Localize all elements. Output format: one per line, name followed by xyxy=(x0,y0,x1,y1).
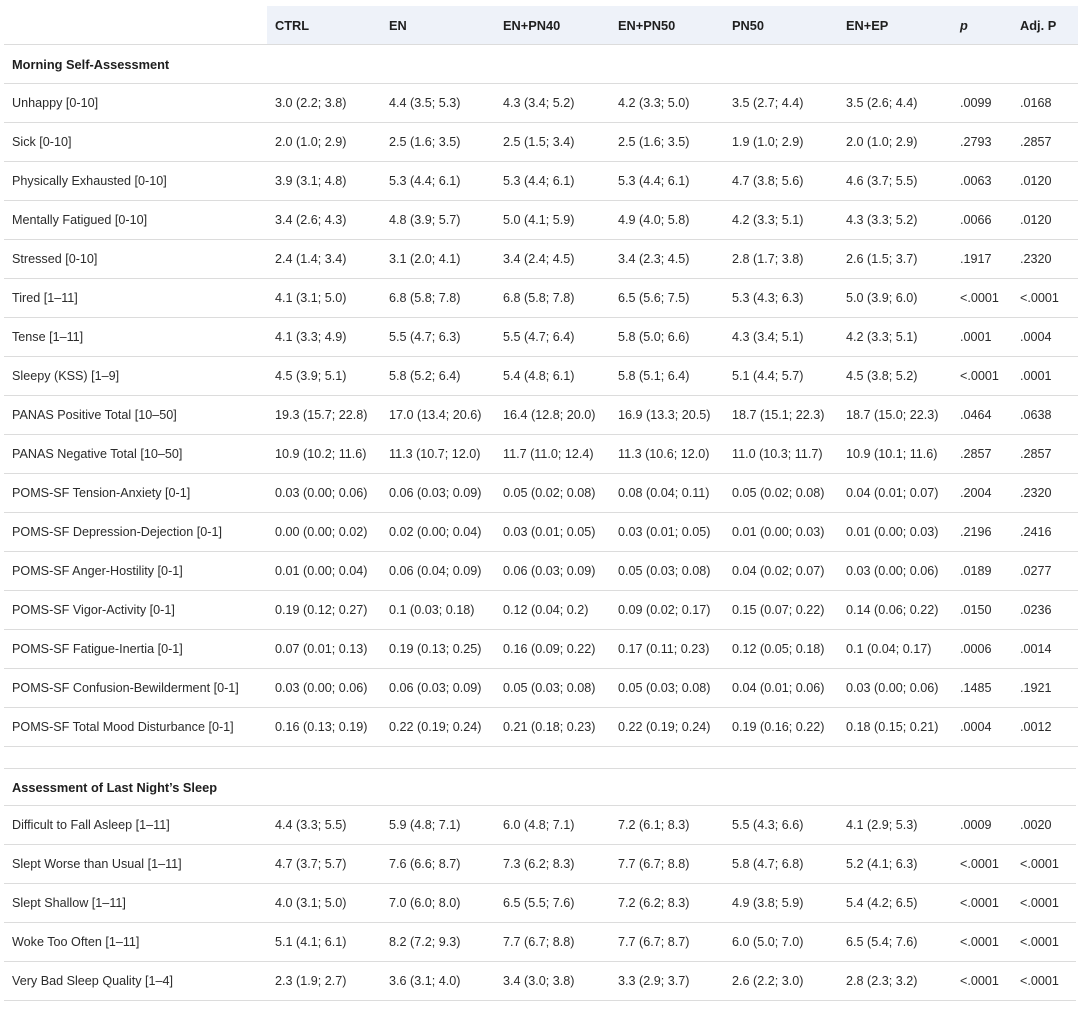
table-cell: 0.1 (0.03; 0.18) xyxy=(381,591,495,630)
table-cell: 0.03 (0.00; 0.06) xyxy=(267,474,381,513)
table-row xyxy=(4,84,1078,123)
row-label: Woke Too Often [1–11] xyxy=(4,923,267,962)
header-p: p xyxy=(952,6,1012,45)
table-cell: 0.21 (0.18; 0.23) xyxy=(495,708,610,747)
row-label: Stressed [0-10] xyxy=(4,240,267,279)
table-cell: .0004 xyxy=(1012,318,1078,357)
table-cell: 0.04 (0.02; 0.07) xyxy=(724,552,838,591)
table-cell: 17.0 (13.4; 20.6) xyxy=(381,396,495,435)
table-cell: 5.5 (4.7; 6.3) xyxy=(381,318,495,357)
table-cell: <.0001 xyxy=(952,923,1012,962)
table-row xyxy=(4,201,1078,240)
row-label: POMS-SF Depression-Dejection [0-1] xyxy=(4,513,267,552)
table-cell: 10.9 (10.2; 11.6) xyxy=(267,435,381,474)
table-row xyxy=(4,435,1078,474)
table-cell: 0.02 (0.00; 0.04) xyxy=(381,513,495,552)
table-cell: 6.5 (5.6; 7.5) xyxy=(610,279,724,318)
table-cell: 5.5 (4.7; 6.4) xyxy=(495,318,610,357)
table-cell: .0066 xyxy=(952,201,1012,240)
table-cell: 3.0 (2.2; 3.8) xyxy=(267,84,381,123)
table-cell: <.0001 xyxy=(952,279,1012,318)
table-cell: 0.05 (0.02; 0.08) xyxy=(724,474,838,513)
table-cell: 6.0 (4.8; 7.1) xyxy=(495,806,610,845)
table-cell: 4.2 (3.3; 5.1) xyxy=(838,318,952,357)
table-cell: 3.3 (2.9; 3.7) xyxy=(610,962,724,1001)
table-cell: 4.2 (3.3; 5.1) xyxy=(724,201,838,240)
table-cell: 1.9 (1.0; 2.9) xyxy=(724,123,838,162)
table-cell: 6.8 (5.8; 7.8) xyxy=(495,279,610,318)
table-cell: 0.18 (0.15; 0.21) xyxy=(838,708,952,747)
table-header-row xyxy=(4,6,1078,45)
table-cell: 6.5 (5.5; 7.6) xyxy=(495,884,610,923)
table-cell: .0189 xyxy=(952,552,1012,591)
table-cell: .1921 xyxy=(1012,669,1078,708)
table-cell: 5.0 (4.1; 5.9) xyxy=(495,201,610,240)
row-label: Slept Worse than Usual [1–11] xyxy=(4,845,267,884)
table-cell: 6.8 (5.8; 7.8) xyxy=(381,279,495,318)
row-label: Tired [1–11] xyxy=(4,279,267,318)
table-cell: 10.9 (10.1; 11.6) xyxy=(838,435,952,474)
table-cell: 4.7 (3.8; 5.6) xyxy=(724,162,838,201)
table-row xyxy=(4,513,1078,552)
table-cell: 6.0 (5.0; 7.0) xyxy=(724,923,838,962)
table-cell: 7.3 (6.2; 8.3) xyxy=(495,845,610,884)
table-cell: 3.6 (3.1; 4.0) xyxy=(381,962,495,1001)
row-label: POMS-SF Anger-Hostility [0-1] xyxy=(4,552,267,591)
table-cell: 3.5 (2.7; 4.4) xyxy=(724,84,838,123)
table-cell: 3.5 (2.6; 4.4) xyxy=(838,84,952,123)
table-cell: 5.4 (4.8; 6.1) xyxy=(495,357,610,396)
table-cell: 0.17 (0.11; 0.23) xyxy=(610,630,724,669)
sleep-table xyxy=(4,768,1076,1001)
table-row xyxy=(4,845,1076,884)
table-cell: .0236 xyxy=(1012,591,1078,630)
table-row xyxy=(4,474,1078,513)
table-cell: 0.12 (0.05; 0.18) xyxy=(724,630,838,669)
table-cell: 0.05 (0.03; 0.08) xyxy=(495,669,610,708)
table-cell: 0.03 (0.00; 0.06) xyxy=(838,669,952,708)
table-cell: .2416 xyxy=(1012,513,1078,552)
table-cell: 4.1 (3.3; 4.9) xyxy=(267,318,381,357)
table-cell: 2.4 (1.4; 3.4) xyxy=(267,240,381,279)
table-cell: 2.6 (1.5; 3.7) xyxy=(838,240,952,279)
table-cell: 0.19 (0.13; 0.25) xyxy=(381,630,495,669)
header-pn50: PN50 xyxy=(724,6,838,45)
row-label: Sick [0-10] xyxy=(4,123,267,162)
table-cell: 4.8 (3.9; 5.7) xyxy=(381,201,495,240)
table-cell: 0.16 (0.09; 0.22) xyxy=(495,630,610,669)
table-cell: 0.22 (0.19; 0.24) xyxy=(381,708,495,747)
table-cell: 2.5 (1.5; 3.4) xyxy=(495,123,610,162)
row-label: PANAS Negative Total [10–50] xyxy=(4,435,267,474)
table-row xyxy=(4,923,1076,962)
table-cell: 5.3 (4.4; 6.1) xyxy=(381,162,495,201)
table-cell: .2857 xyxy=(1012,123,1078,162)
table-cell: <.0001 xyxy=(952,884,1012,923)
table-cell: 2.5 (1.6; 3.5) xyxy=(610,123,724,162)
table-cell: 2.3 (1.9; 2.7) xyxy=(267,962,381,1001)
row-label: Very Bad Sleep Quality [1–4] xyxy=(4,962,267,1001)
table-cell: 0.04 (0.01; 0.07) xyxy=(838,474,952,513)
table-cell: .0063 xyxy=(952,162,1012,201)
table-cell: 11.0 (10.3; 11.7) xyxy=(724,435,838,474)
table-row xyxy=(4,123,1078,162)
table-cell: 5.9 (4.8; 7.1) xyxy=(381,806,495,845)
table-cell: .0014 xyxy=(1012,630,1078,669)
table-cell: 3.4 (2.4; 4.5) xyxy=(495,240,610,279)
row-label: Sleepy (KSS) [1–9] xyxy=(4,357,267,396)
table-cell: 0.22 (0.19; 0.24) xyxy=(610,708,724,747)
header-label xyxy=(4,6,267,45)
table-cell: 0.16 (0.13; 0.19) xyxy=(267,708,381,747)
row-label: Physically Exhausted [0-10] xyxy=(4,162,267,201)
table-cell: 0.01 (0.00; 0.04) xyxy=(267,552,381,591)
table-cell: 0.01 (0.00; 0.03) xyxy=(724,513,838,552)
table-cell: .2196 xyxy=(952,513,1012,552)
table-cell: .2320 xyxy=(1012,474,1078,513)
table-cell: <.0001 xyxy=(1012,845,1076,884)
table-cell: 3.4 (2.6; 4.3) xyxy=(267,201,381,240)
table-cell: 0.06 (0.04; 0.09) xyxy=(381,552,495,591)
table-cell: .0120 xyxy=(1012,201,1078,240)
header-ctrl: CTRL xyxy=(267,6,381,45)
table-cell: 0.06 (0.03; 0.09) xyxy=(381,669,495,708)
table-cell: <.0001 xyxy=(1012,962,1076,1001)
table-cell: 2.6 (2.2; 3.0) xyxy=(724,962,838,1001)
row-label: POMS-SF Vigor-Activity [0-1] xyxy=(4,591,267,630)
table-cell: 5.3 (4.3; 6.3) xyxy=(724,279,838,318)
table-row xyxy=(4,279,1078,318)
table-cell: 4.4 (3.5; 5.3) xyxy=(381,84,495,123)
table-cell: 2.8 (1.7; 3.8) xyxy=(724,240,838,279)
table-cell: 3.9 (3.1; 4.8) xyxy=(267,162,381,201)
table-cell: 7.0 (6.0; 8.0) xyxy=(381,884,495,923)
table-cell: 11.3 (10.7; 12.0) xyxy=(381,435,495,474)
table-cell: 6.5 (5.4; 7.6) xyxy=(838,923,952,962)
table-cell: 4.9 (4.0; 5.8) xyxy=(610,201,724,240)
table-cell: 4.9 (3.8; 5.9) xyxy=(724,884,838,923)
table-cell: 2.5 (1.6; 3.5) xyxy=(381,123,495,162)
table-cell: 3.1 (2.0; 4.1) xyxy=(381,240,495,279)
header-en: EN xyxy=(381,6,495,45)
header-en-ep: EN+EP xyxy=(838,6,952,45)
table-cell: 5.1 (4.4; 5.7) xyxy=(724,357,838,396)
table-cell: 5.4 (4.2; 6.5) xyxy=(838,884,952,923)
table-cell: 8.2 (7.2; 9.3) xyxy=(381,923,495,962)
table-cell: 0.19 (0.16; 0.22) xyxy=(724,708,838,747)
table-cell: <.0001 xyxy=(1012,923,1076,962)
table-cell: .0009 xyxy=(952,806,1012,845)
table-cell: 4.5 (3.8; 5.2) xyxy=(838,357,952,396)
table-cell: 0.05 (0.03; 0.08) xyxy=(610,552,724,591)
table-cell: .0464 xyxy=(952,396,1012,435)
table-cell: .0099 xyxy=(952,84,1012,123)
table-row xyxy=(4,318,1078,357)
table-cell: 4.1 (2.9; 5.3) xyxy=(838,806,952,845)
table-cell: 0.12 (0.04; 0.2) xyxy=(495,591,610,630)
table-row xyxy=(4,591,1078,630)
table-cell: 0.03 (0.00; 0.06) xyxy=(267,669,381,708)
section-title: Assessment of Last Night’s Sleep xyxy=(4,769,1076,806)
table-cell: 0.07 (0.01; 0.13) xyxy=(267,630,381,669)
table-cell: 11.7 (11.0; 12.4) xyxy=(495,435,610,474)
table-cell: 5.3 (4.4; 6.1) xyxy=(495,162,610,201)
row-label: Slept Shallow [1–11] xyxy=(4,884,267,923)
table-cell: 0.19 (0.12; 0.27) xyxy=(267,591,381,630)
table-cell: 0.05 (0.02; 0.08) xyxy=(495,474,610,513)
table-cell: 5.8 (5.2; 6.4) xyxy=(381,357,495,396)
table-cell: .0001 xyxy=(1012,357,1078,396)
row-label: POMS-SF Fatigue-Inertia [0-1] xyxy=(4,630,267,669)
table-cell: .0277 xyxy=(1012,552,1078,591)
table-cell: 5.8 (5.1; 6.4) xyxy=(610,357,724,396)
table-cell: 18.7 (15.0; 22.3) xyxy=(838,396,952,435)
table-cell: 4.1 (3.1; 5.0) xyxy=(267,279,381,318)
table-cell: 0.08 (0.04; 0.11) xyxy=(610,474,724,513)
table-cell: .0020 xyxy=(1012,806,1076,845)
table-cell: 19.3 (15.7; 22.8) xyxy=(267,396,381,435)
table-cell: 3.4 (3.0; 3.8) xyxy=(495,962,610,1001)
table-cell: 0.15 (0.07; 0.22) xyxy=(724,591,838,630)
row-label: POMS-SF Confusion-Bewilderment [0-1] xyxy=(4,669,267,708)
table-row xyxy=(4,630,1078,669)
table-cell: 7.2 (6.1; 8.3) xyxy=(610,806,724,845)
table-row xyxy=(4,708,1078,747)
table-row xyxy=(4,669,1078,708)
table-row xyxy=(4,396,1078,435)
section-header-row xyxy=(4,769,1076,806)
table-row xyxy=(4,240,1078,279)
table-cell: 5.0 (3.9; 6.0) xyxy=(838,279,952,318)
header-adj-p: Adj. P xyxy=(1012,6,1078,45)
table-cell: 0.03 (0.01; 0.05) xyxy=(610,513,724,552)
table-cell: <.0001 xyxy=(952,962,1012,1001)
table-cell: .2857 xyxy=(952,435,1012,474)
table-cell: 4.2 (3.3; 5.0) xyxy=(610,84,724,123)
table-cell: .0006 xyxy=(952,630,1012,669)
table-cell: 16.4 (12.8; 20.0) xyxy=(495,396,610,435)
table-cell: 7.6 (6.6; 8.7) xyxy=(381,845,495,884)
table-cell: 4.3 (3.4; 5.2) xyxy=(495,84,610,123)
table-cell: 2.8 (2.3; 3.2) xyxy=(838,962,952,1001)
table-cell: .0638 xyxy=(1012,396,1078,435)
table-cell: 0.06 (0.03; 0.09) xyxy=(495,552,610,591)
table-cell: 5.1 (4.1; 6.1) xyxy=(267,923,381,962)
table-cell: 0.09 (0.02; 0.17) xyxy=(610,591,724,630)
table-row xyxy=(4,552,1078,591)
table-cell: .0120 xyxy=(1012,162,1078,201)
row-label: Mentally Fatigued [0-10] xyxy=(4,201,267,240)
table-row xyxy=(4,806,1076,845)
table-cell: 2.0 (1.0; 2.9) xyxy=(267,123,381,162)
table-row xyxy=(4,962,1076,1001)
table-cell: 0.05 (0.03; 0.08) xyxy=(610,669,724,708)
table-cell: <.0001 xyxy=(952,357,1012,396)
row-label: POMS-SF Tension-Anxiety [0-1] xyxy=(4,474,267,513)
table-cell: 5.8 (5.0; 6.6) xyxy=(610,318,724,357)
table-cell: .2857 xyxy=(1012,435,1078,474)
table-cell: 2.0 (1.0; 2.9) xyxy=(838,123,952,162)
table-cell: 0.03 (0.01; 0.05) xyxy=(495,513,610,552)
table-cell: 0.1 (0.04; 0.17) xyxy=(838,630,952,669)
table-cell: 4.5 (3.9; 5.1) xyxy=(267,357,381,396)
table-cell: 18.7 (15.1; 22.3) xyxy=(724,396,838,435)
table-cell: 7.7 (6.7; 8.7) xyxy=(610,923,724,962)
table-cell: 0.03 (0.00; 0.06) xyxy=(838,552,952,591)
table-cell: .0150 xyxy=(952,591,1012,630)
table-cell: 4.0 (3.1; 5.0) xyxy=(267,884,381,923)
table-cell: 0.00 (0.00; 0.02) xyxy=(267,513,381,552)
table-cell: 3.4 (2.3; 4.5) xyxy=(610,240,724,279)
table-cell: 0.04 (0.01; 0.06) xyxy=(724,669,838,708)
table-cell: .1917 xyxy=(952,240,1012,279)
table-cell: 4.7 (3.7; 5.7) xyxy=(267,845,381,884)
row-label: Unhappy [0-10] xyxy=(4,84,267,123)
table-cell: 7.2 (6.2; 8.3) xyxy=(610,884,724,923)
section-title: Morning Self-Assessment xyxy=(4,45,1078,84)
row-label: Tense [1–11] xyxy=(4,318,267,357)
table-cell: 5.5 (4.3; 6.6) xyxy=(724,806,838,845)
table-cell: 7.7 (6.7; 8.8) xyxy=(610,845,724,884)
table-cell: <.0001 xyxy=(1012,884,1076,923)
table-cell: 0.01 (0.00; 0.03) xyxy=(838,513,952,552)
table-cell: 4.4 (3.3; 5.5) xyxy=(267,806,381,845)
morning-table xyxy=(4,6,1078,747)
table-cell: .0012 xyxy=(1012,708,1078,747)
table-cell: .1485 xyxy=(952,669,1012,708)
table-cell: 4.6 (3.7; 5.5) xyxy=(838,162,952,201)
table-row xyxy=(4,884,1076,923)
table-cell: .2004 xyxy=(952,474,1012,513)
table-cell: 0.06 (0.03; 0.09) xyxy=(381,474,495,513)
header-en-pn40: EN+PN40 xyxy=(495,6,610,45)
table-cell: 5.2 (4.1; 6.3) xyxy=(838,845,952,884)
table-cell: 16.9 (13.3; 20.5) xyxy=(610,396,724,435)
table-row xyxy=(4,357,1078,396)
table-row xyxy=(4,162,1078,201)
table-cell: 5.8 (4.7; 6.8) xyxy=(724,845,838,884)
row-label: Difficult to Fall Asleep [1–11] xyxy=(4,806,267,845)
section-header-row xyxy=(4,45,1078,84)
table-cell: .0001 xyxy=(952,318,1012,357)
row-label: POMS-SF Total Mood Disturbance [0-1] xyxy=(4,708,267,747)
row-label: PANAS Positive Total [10–50] xyxy=(4,396,267,435)
table-cell: 7.7 (6.7; 8.8) xyxy=(495,923,610,962)
table-cell: 11.3 (10.6; 12.0) xyxy=(610,435,724,474)
table-cell: .2793 xyxy=(952,123,1012,162)
table-cell: <.0001 xyxy=(952,845,1012,884)
table-cell: .2320 xyxy=(1012,240,1078,279)
table-cell: 5.3 (4.4; 6.1) xyxy=(610,162,724,201)
table-cell: 4.3 (3.3; 5.2) xyxy=(838,201,952,240)
table-cell: 0.14 (0.06; 0.22) xyxy=(838,591,952,630)
table-cell: 4.3 (3.4; 5.1) xyxy=(724,318,838,357)
table-cell: .0168 xyxy=(1012,84,1078,123)
table-cell: <.0001 xyxy=(1012,279,1078,318)
header-en-pn50: EN+PN50 xyxy=(610,6,724,45)
table-cell: .0004 xyxy=(952,708,1012,747)
